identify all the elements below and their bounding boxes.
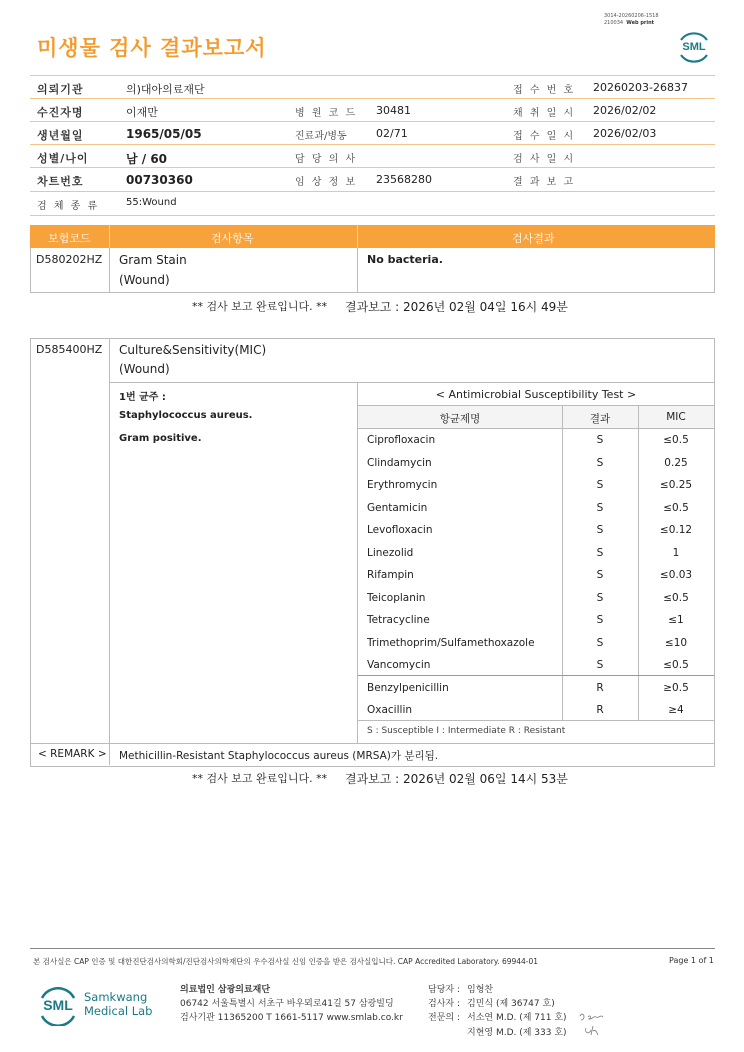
ast-drug-result: S — [596, 659, 604, 671]
organism-label: 1번 균주 : — [119, 392, 166, 403]
ast-drug-name: Rifampin — [367, 569, 414, 581]
receipt-no-label: 접 수 번 호 — [513, 85, 576, 96]
ast-drug-name: Teicoplanin — [367, 591, 426, 604]
test2-code: D585400HZ — [36, 343, 103, 356]
header-row-specimen — [30, 192, 715, 215]
ast-drug-name: Trimethoprim/Sulfamethoxazole — [367, 636, 535, 649]
header-row-patient — [30, 99, 715, 122]
ast-drug-mic: ≤0.12 — [659, 524, 693, 536]
ast-header-row — [358, 406, 714, 428]
column-item: 검사항목 — [211, 232, 254, 245]
divider — [109, 338, 110, 743]
ast-header-result: 결과 — [589, 413, 611, 425]
specialist-label: 전문의 : — [428, 1013, 460, 1023]
ast-drug-mic: ≤10 — [664, 636, 688, 649]
test1-result: No bacteria. — [367, 253, 443, 266]
organism-name: Staphylococcus aureus. — [119, 410, 253, 421]
sml-footer-logo-icon — [36, 982, 80, 1026]
gram-result: Gram positive. — [119, 433, 202, 444]
sml-footer-logo-text: SML — [43, 997, 73, 1013]
ast-drug-result: R — [596, 704, 604, 716]
ast-drug-mic: ≤0.25 — [659, 479, 693, 491]
tester-label: 검사자 : — [428, 999, 460, 1009]
ast-row — [358, 677, 714, 699]
test2-name: Culture&Sensitivity(MIC) — [119, 343, 267, 357]
organization-address: 06742 서울특별시 서초구 바우뫼로41길 57 삼광빌딩 — [180, 999, 394, 1009]
hospital-code-label: 병 원 코 드 — [295, 108, 358, 119]
ast-drug-name: Vancomycin — [367, 659, 431, 671]
staff-label: 담당자 : — [428, 985, 460, 995]
test1-report-time: 결과보고 : 2026년 02월 04일 16시 49분 — [345, 300, 568, 314]
ast-drug-mic: ≤1 — [668, 614, 684, 626]
doctor-label: 담 당 의 사 — [295, 154, 358, 165]
divider — [357, 248, 358, 293]
sexage-value: 남 / 60 — [126, 152, 168, 166]
ast-drug-result: R — [596, 681, 604, 694]
divider — [30, 743, 715, 744]
document-id-line1: 3014-20260206-1518 — [604, 13, 659, 19]
divider — [109, 382, 714, 383]
sml-logo-text: SML — [682, 41, 706, 53]
receipt-date-value: 2026/02/03 — [593, 127, 657, 140]
header-row-chart — [30, 168, 715, 191]
report-label: 결 과 보 고 — [513, 177, 576, 188]
dept-value: 02/71 — [376, 127, 408, 140]
ast-drug-result: S — [596, 434, 604, 446]
company-name-line2: Medical Lab — [84, 1004, 153, 1018]
specimen-label: 검 체 종 류 — [37, 201, 100, 212]
ast-row — [358, 497, 714, 519]
column-result: 검사결과 — [512, 232, 555, 245]
ast-drug-name: Erythromycin — [367, 479, 438, 491]
document-id — [604, 13, 659, 27]
dept-label: 진료과/병동 — [295, 131, 347, 142]
test1-name: Gram Stain — [119, 253, 187, 267]
cap-accreditation-note: 본 검사실은 CAP 인증 및 대한진단검사의학회/진단검사의학재단의 우수검사실 신임 인증을 받은 검사실입니다. CAP Accredited Laboratory. 69944-01 — [33, 957, 539, 966]
collect-date-label: 채 취 일 시 — [513, 108, 576, 119]
ast-drug-name: Ciprofloxacin — [367, 434, 436, 446]
test-date-label: 검 사 일 시 — [513, 154, 576, 165]
clinical-label: 임 상 정 보 — [295, 177, 358, 188]
ast-drug-result: S — [596, 479, 604, 491]
ast-drug-result: S — [596, 501, 604, 514]
ast-row — [358, 542, 714, 564]
ast-row — [358, 654, 714, 676]
staff-name: 임형찬 — [467, 985, 494, 995]
chart-value: 00730360 — [126, 173, 193, 187]
ast-drug-result: S — [596, 614, 604, 626]
ast-drug-mic: ≤0.5 — [663, 659, 689, 671]
ast-drug-result: S — [596, 636, 604, 649]
ast-drug-mic: ≤0.5 — [663, 501, 689, 514]
receipt-date-label: 접 수 일 시 — [513, 131, 576, 142]
ast-row — [358, 519, 714, 541]
ast-drug-result: S — [596, 546, 604, 559]
company-name-line1: Samkwang — [84, 990, 148, 1004]
hospital-code-value: 30481 — [376, 104, 411, 117]
test1-complete-note: ** 검사 보고 완료입니다. ** — [192, 300, 328, 313]
ast-row — [358, 452, 714, 474]
ast-drug-name: Benzylpenicillin — [367, 681, 449, 694]
patient-value: 이재만 — [126, 106, 158, 119]
ast-row — [358, 699, 714, 721]
test2-complete-note: ** 검사 보고 완료입니다. ** — [192, 772, 328, 785]
sml-logo-icon — [675, 26, 713, 64]
ast-row — [358, 587, 714, 609]
ast-title: < Antimicrobial Susceptibility Test > — [435, 388, 637, 401]
signature-icon — [576, 1008, 610, 1038]
ast-drug-mic: 1 — [672, 546, 680, 559]
birth-label: 생년월일 — [37, 129, 84, 142]
ast-drug-name: Clindamycin — [367, 456, 432, 469]
clinical-value: 23568280 — [376, 173, 432, 186]
ast-drug-result: S — [596, 456, 604, 469]
report-title: 미생물 검사 결과보고서 — [37, 36, 267, 60]
ast-drug-result: S — [596, 524, 604, 536]
ast-drug-name: Levofloxacin — [367, 524, 433, 536]
collect-date-value: 2026/02/02 — [593, 104, 657, 117]
remark-label: < REMARK > — [38, 748, 107, 760]
organization-name: 의료법인 삼광의료재단 — [180, 985, 271, 995]
organization-contact: 검사기관 11365200 T 1661-5117 www.smlab.co.kr — [180, 1013, 403, 1023]
chart-label: 차트번호 — [37, 175, 84, 188]
remark-text: Methicillin-Resistant Staphylococcus aureus (MRSA)가 분리됨. — [119, 750, 439, 762]
ast-drug-result: S — [596, 591, 604, 604]
ast-drug-name: Oxacillin — [367, 704, 413, 716]
divider — [109, 248, 110, 293]
ast-header-mic: MIC — [666, 411, 686, 423]
header-row-birth — [30, 122, 715, 145]
column-code: 보험코드 — [48, 232, 91, 245]
test2-report-time: 결과보고 : 2026년 02월 06일 14시 53분 — [345, 772, 568, 786]
ast-drug-mic: ≤0.5 — [663, 591, 689, 604]
results-column-header — [30, 225, 715, 248]
patient-label: 수진자명 — [37, 106, 84, 119]
web-print-label: Web print — [626, 20, 655, 26]
test1-code: D580202HZ — [36, 253, 103, 266]
footer-divider — [30, 948, 715, 949]
ast-drug-name: Tetracycline — [367, 614, 430, 626]
client-label: 의뢰기관 — [37, 83, 84, 96]
ast-drug-mic: ≥4 — [668, 704, 684, 716]
document-id-line2: 210034 — [604, 20, 624, 26]
header-row-sexage — [30, 145, 715, 168]
ast-drug-mic: ≥0.5 — [663, 681, 689, 694]
test2-specimen: (Wound) — [119, 362, 170, 376]
ast-drug-mic: ≤0.03 — [659, 569, 693, 581]
ast-drug-mic: ≤0.5 — [663, 434, 689, 446]
page-number: Page 1 of 1 — [669, 956, 714, 965]
ast-row — [358, 429, 714, 451]
ast-row — [358, 564, 714, 586]
ast-drug-name: Gentamicin — [367, 501, 428, 514]
specimen-value: 55:Wound — [126, 197, 177, 208]
specialist1-name: 서소연 M.D. (제 711 호) — [467, 1013, 567, 1023]
header-row-client — [30, 76, 715, 99]
divider — [109, 743, 110, 765]
ast-drug-name: Linezolid — [367, 546, 414, 559]
header-bottom-line — [30, 215, 715, 216]
ast-drug-mic: 0.25 — [664, 456, 688, 469]
ast-row — [358, 474, 714, 496]
test1-specimen: (Wound) — [119, 273, 170, 287]
sexage-label: 성별/나이 — [37, 152, 89, 165]
ast-row — [358, 632, 714, 654]
tester-name: 김민식 (제 36747 호) — [467, 999, 555, 1009]
ast-drug-result: S — [596, 569, 604, 581]
birth-value: 1965/05/05 — [126, 127, 202, 141]
receipt-no-value: 20260203-26837 — [593, 81, 688, 94]
specialist2-name: 지현영 M.D. (제 333 호) — [467, 1028, 567, 1038]
ast-legend: S : Susceptible I : Intermediate R : Resistant — [367, 726, 566, 736]
ast-row — [358, 609, 714, 631]
client-value: 의)대아의료재단 — [126, 83, 205, 96]
ast-header-drug: 항균제명 — [439, 413, 481, 425]
